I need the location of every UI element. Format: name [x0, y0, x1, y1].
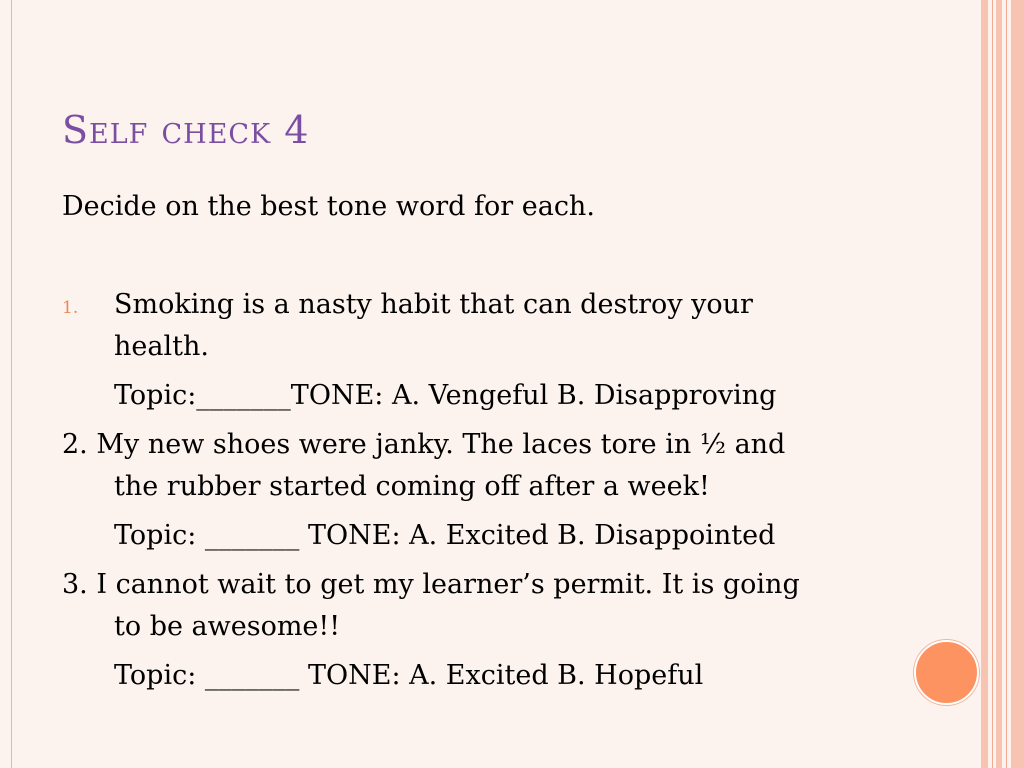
intro-text: Decide on the best tone word for each. [62, 191, 595, 222]
frame-right-band-2 [996, 0, 1002, 768]
item3-line1: 3. I cannot wait to get my learner’s permit. It is going [62, 569, 800, 600]
frame-right-band-1 [981, 0, 988, 768]
item1-topic-line: Topic:_______TONE: A. Vengeful B. Disapproving [114, 380, 777, 411]
item2-line1: 2. My new shoes were janky. The laces tore in ½ and [62, 429, 786, 460]
item2-topic-line: Topic: _______ TONE: A. Excited B. Disappointed [114, 520, 776, 551]
frame-right-line-2 [1006, 0, 1007, 768]
list-number-1: 1. [62, 298, 79, 318]
item1-line2: health. [114, 331, 209, 362]
item2-line2: the rubber started coming off after a week! [114, 471, 710, 502]
frame-right-line-1 [992, 0, 993, 768]
decorative-circle [914, 640, 979, 705]
frame-right-band-3 [1011, 0, 1024, 768]
item3-line2: to be awesome!! [114, 611, 341, 642]
frame-left-line [11, 0, 12, 768]
item1-line1: Smoking is a nasty habit that can destroy your [114, 289, 753, 320]
item3-topic-line: Topic: _______ TONE: A. Excited B. Hopeful [114, 660, 704, 691]
slide-title: Self check 4 [62, 108, 310, 152]
